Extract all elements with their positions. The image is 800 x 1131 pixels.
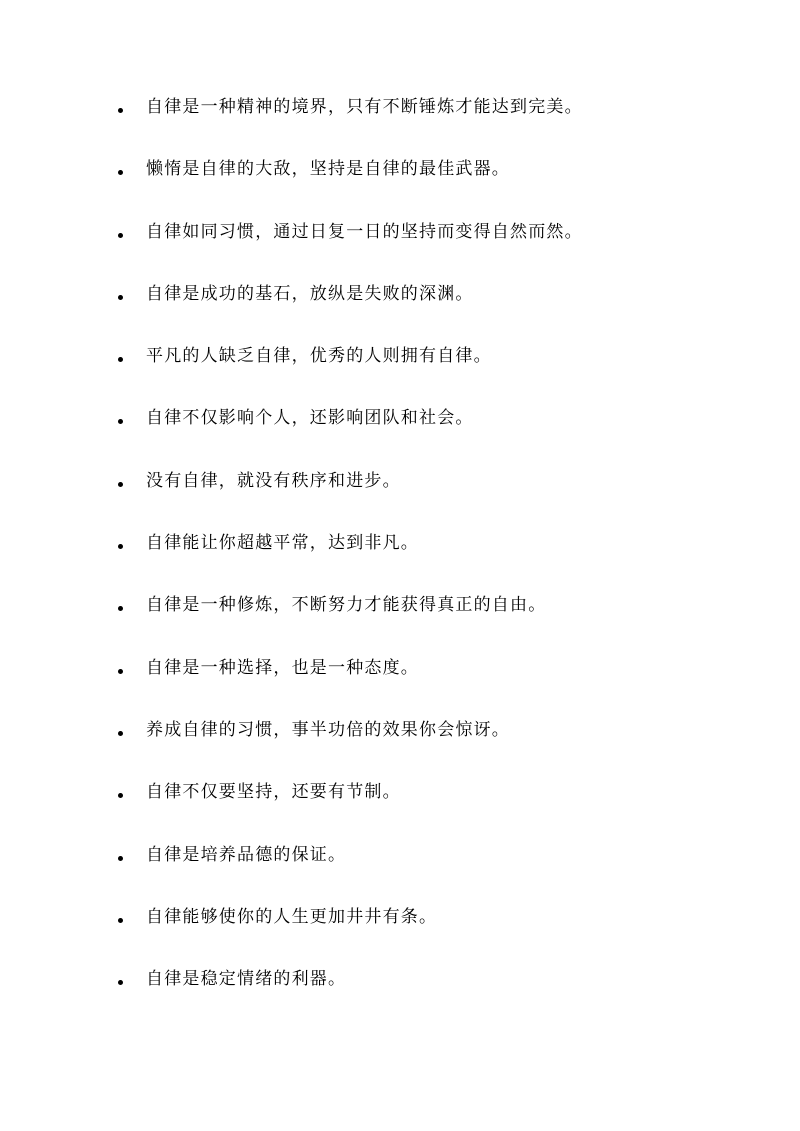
- quote-text: 自律是稳定情绪的利器。: [146, 969, 347, 990]
- bullet-icon: [118, 295, 123, 300]
- bullet-icon: [118, 669, 123, 674]
- bullet-icon: [118, 108, 123, 113]
- bullet-icon: [118, 357, 123, 362]
- bullet-icon: [118, 482, 123, 487]
- quote-text: 自律如同习惯，通过日复一日的坚持而变得自然而然。: [146, 221, 583, 242]
- list-item: [118, 841, 758, 903]
- bullet-icon: [118, 233, 123, 238]
- list-item: [118, 778, 758, 840]
- list-item: [118, 93, 758, 155]
- quote-text: 自律不仅影响个人，还影响团队和社会。: [146, 408, 474, 429]
- quote-text: 自律是成功的基石，放纵是失败的深渊。: [146, 283, 474, 304]
- quote-text: 懒惰是自律的大敌，坚持是自律的最佳武器。: [146, 159, 510, 180]
- list-item: [118, 280, 758, 342]
- quote-text: 没有自律，就没有秩序和进步。: [146, 470, 401, 491]
- list-item: [118, 342, 758, 404]
- bullet-icon: [118, 731, 123, 736]
- quote-text: 自律是一种选择，也是一种态度。: [146, 657, 419, 678]
- bullet-icon: [118, 793, 123, 798]
- bullet-icon: [118, 856, 123, 861]
- bullet-icon: [118, 419, 123, 424]
- quote-text: 养成自律的习惯，事半功倍的效果你会惊讶。: [146, 719, 510, 740]
- list-item: [118, 654, 758, 716]
- list-item: [118, 903, 758, 965]
- list-item: [118, 155, 758, 217]
- list-item: [118, 716, 758, 778]
- quote-text: 自律是一种精神的境界，只有不断锤炼才能达到完美。: [146, 97, 583, 117]
- quote-text: 自律是一种修炼，不断努力才能获得真正的自由。: [146, 595, 547, 616]
- list-item: [118, 404, 758, 466]
- bullet-icon: [118, 918, 123, 923]
- quote-text: 自律是培养品德的保证。: [146, 844, 347, 865]
- quote-list: [118, 93, 758, 1027]
- list-item: [118, 965, 758, 1027]
- list-item: [118, 529, 758, 591]
- bullet-icon: [118, 544, 123, 549]
- quote-text: 自律能让你超越平常，达到非凡。: [146, 533, 419, 554]
- quote-text: 平凡的人缺乏自律，优秀的人则拥有自律。: [146, 346, 492, 367]
- quote-text: 自律能够使你的人生更加井井有条。: [146, 906, 438, 927]
- quote-text: 自律不仅要坚持，还要有节制。: [146, 782, 401, 803]
- bullet-icon: [118, 606, 123, 611]
- list-item: [118, 218, 758, 280]
- list-item: [118, 467, 758, 529]
- bullet-icon: [118, 980, 123, 985]
- bullet-icon: [118, 170, 123, 175]
- list-item: [118, 591, 758, 653]
